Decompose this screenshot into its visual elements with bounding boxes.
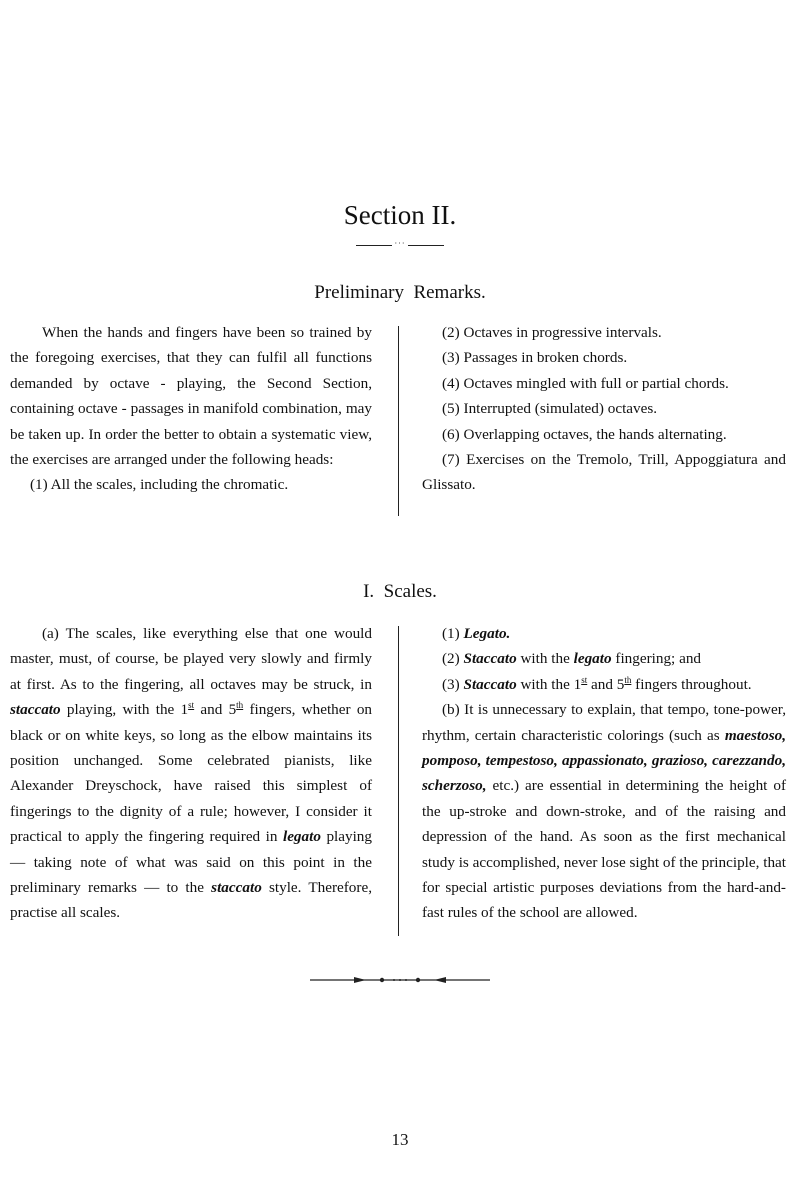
list-item-4: (4) Octaves mingled with full or partial chords. — [442, 374, 729, 392]
ornament-dot — [405, 979, 407, 981]
preliminary-heading: Preliminary Remarks. — [314, 282, 486, 303]
page-number: 13 — [391, 1130, 409, 1149]
list-item-3: (3) Passages in broken chords. — [442, 349, 628, 367]
list-item-5: (5) Interrupted (simulated) octaves. — [442, 400, 658, 418]
ornament-dot — [393, 979, 395, 981]
ornament-knot — [380, 978, 384, 982]
term-staccato: staccato — [211, 879, 262, 897]
column-divider — [398, 326, 399, 516]
scales-paragraph-a: (a) The scales, like everything else that one would master, must, of course, be played very slowly and firmly at first. As to the fingering, all octaves may be struck, in staccato playing, with the 1st and 5th fingers, whether on black or on white keys, so long as the elbow maintains its position unchanged. Some celebrated pianists, like Alexander Dreyschock, have raised this simplest of fingerings to the dignity of a rule; however, I consider it practical to apply the fingering required in legato playing — taking note of what was said on this point in the preliminary remarks — to the staccato style. Therefore, practise all scales. — [10, 625, 373, 922]
list-item-7: (7) Exercises on the Tremolo, Trill, Appoggiatura and Glissato. — [422, 451, 786, 494]
ornament-divider — [310, 970, 490, 990]
ornament-knot — [416, 978, 420, 982]
paragraph-b-marker: (b) — [442, 701, 460, 719]
scales-item-3: (3) Staccato with the 1st and 5th fingers throughout. — [442, 674, 752, 693]
paragraph-a-marker: (a) — [42, 625, 59, 642]
ornament-arrow-left — [354, 977, 366, 983]
tempo-terms: maestoso, pomposo, tempestoso, appassionato, grazioso, carezzando, scherzoso, — [422, 726, 787, 795]
scales-item-1: (1) Legato. — [442, 625, 511, 642]
scales-heading: I. Scales. — [363, 581, 437, 602]
list-item-2: (2) Octaves in progressive intervals. — [442, 324, 662, 341]
title-rule-ornament: ··· — [392, 241, 408, 247]
ornament-dot — [399, 979, 401, 981]
term-legato: legato — [282, 828, 321, 846]
list-item-6: (6) Overlapping octaves, the hands alternating. — [442, 425, 727, 443]
list-item-1: (1) All the scales, including the chromatic. — [30, 476, 289, 494]
term-staccato: staccato — [10, 701, 61, 719]
scales-paragraph-b: (b) It is unnecessary to explain, that tempo, tone-power, rhythm, certain characteristic colorings (such as maestoso, pomposo, tempestoso, appassionato, grazioso, carezzando, scherzoso, etc.) are essential in determining the height of the up-stroke and down-stroke, and of the raising and depression of the hand. As soon as the first mechanical study is accomplished, never lose sight of the principle, that for special artistic purposes deviations from the hard-and-fast rules of the school are allowed. — [422, 701, 787, 922]
preliminary-right-column — [422, 320, 786, 498]
scales-right-column — [422, 621, 786, 926]
scales-item-2: (2) Staccato with the legato fingering; and — [442, 650, 702, 668]
scales-left-column — [10, 621, 372, 926]
preliminary-left-column — [10, 320, 372, 498]
ornament-arrow-right — [434, 977, 446, 983]
section-title: Section II. — [343, 200, 457, 230]
preliminary-paragraph: When the hands and fingers have been so trained by the foregoing exercises, that they can fulfil all functions demanded by octave - playing, the Second Section, containing octave - passages in manifold combination, may be taken up. In order the better to obtain a systematic view, the exercises are arranged under the following heads: — [10, 324, 372, 469]
column-divider — [398, 626, 399, 936]
